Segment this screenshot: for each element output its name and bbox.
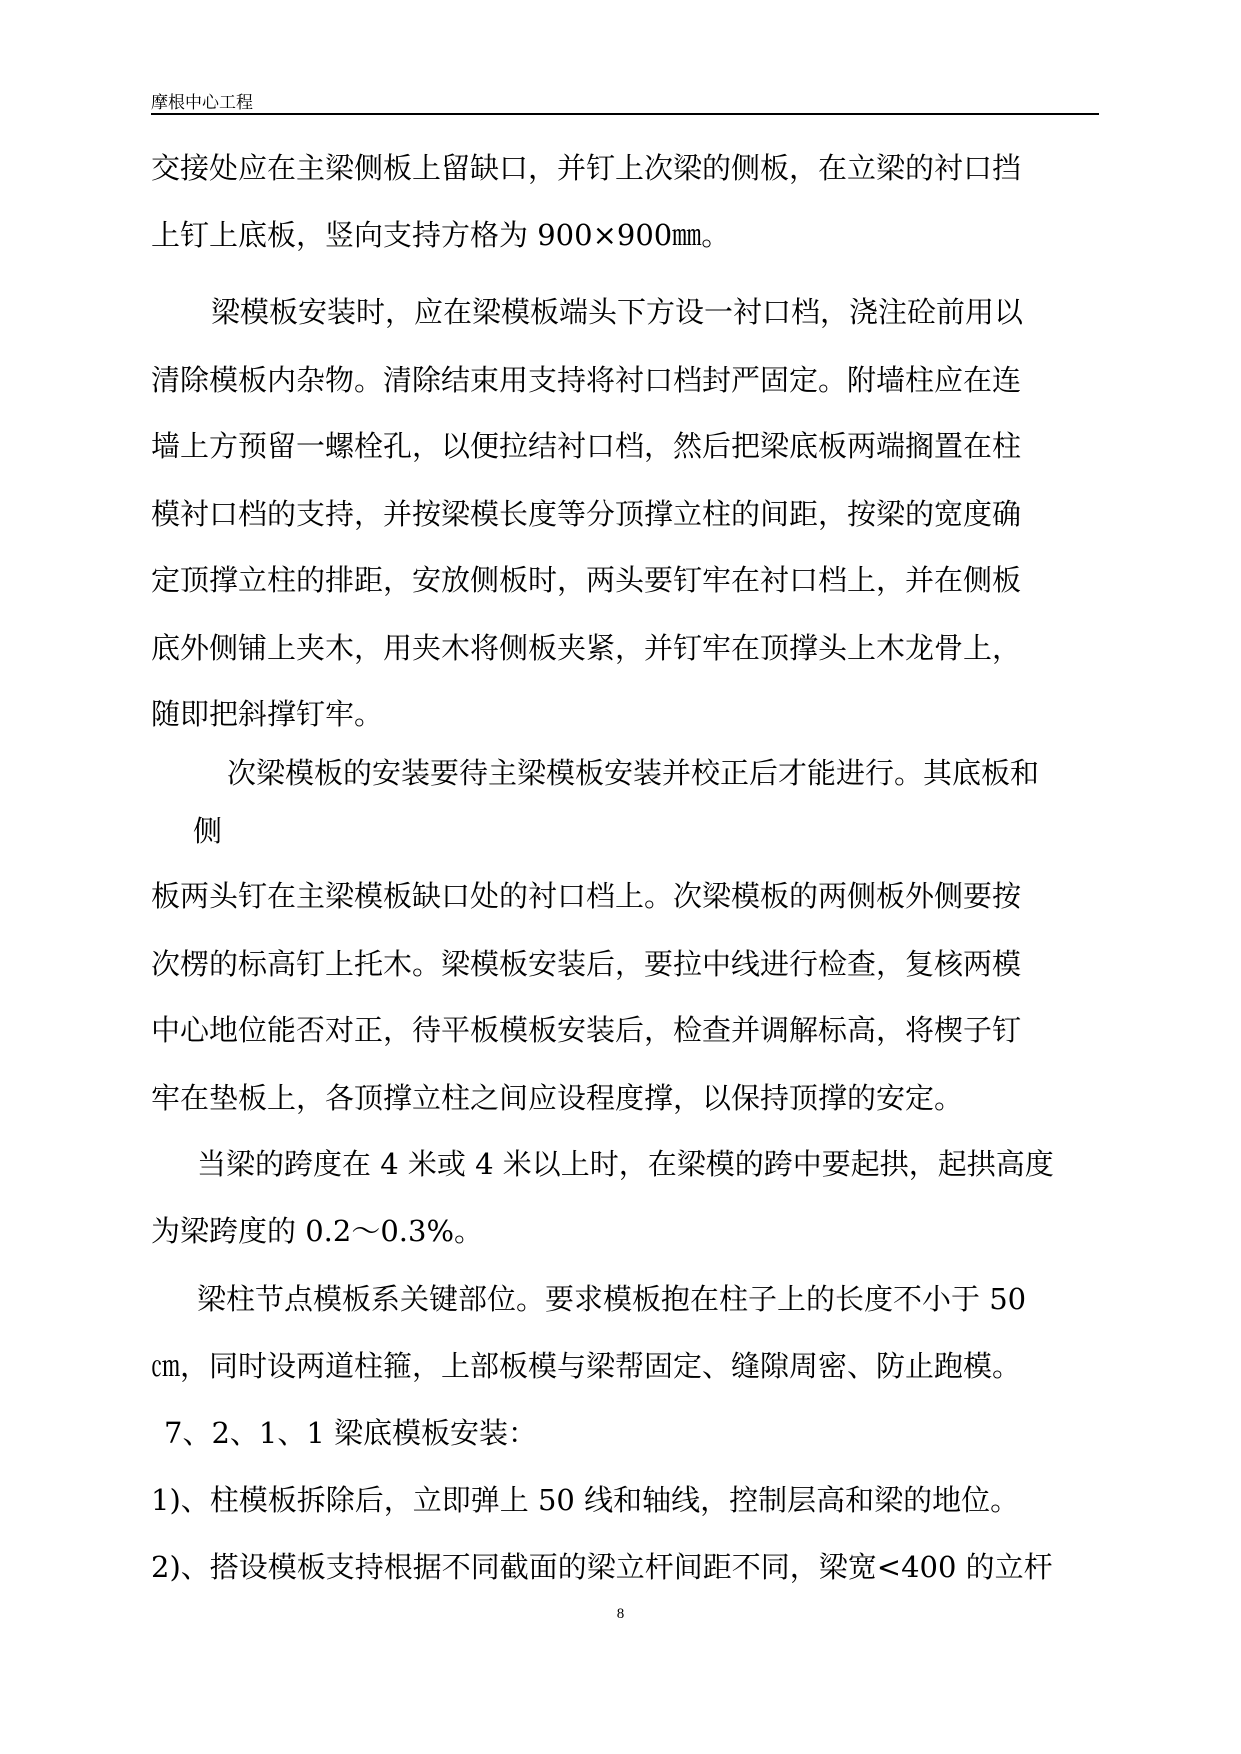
- page-number: 8: [616, 1606, 625, 1622]
- body-line: 当梁的跨度在 4 米或 4 米以上时，在梁模的跨中要起拱，起拱高度: [197, 1147, 1054, 1181]
- body-line: 定顶撑立柱的排距，安放侧板时，两头要钉牢在衬口档上，并在侧板: [151, 563, 1022, 597]
- list-item: 2)、搭设模板支持根据不同截面的梁立杆间距不同，梁宽<400 的立杆: [151, 1550, 1053, 1584]
- body-line: 底外侧铺上夹木，用夹木将侧板夹紧，并钉牢在顶撑头上木龙骨上，: [151, 631, 1022, 665]
- body-line: 梁柱节点模板系关键部位。要求模板抱在柱子上的长度不小于 50: [197, 1282, 1027, 1316]
- body-line: 板两头钉在主梁模板缺口处的衬口档上。次梁模板的两侧板外侧要按: [151, 879, 1022, 913]
- body-line: 次梁模板的安装要待主梁模板安装并校正后才能进行。其底板和: [227, 756, 1040, 790]
- body-line: 随即把斜撑钉牢。: [151, 697, 384, 731]
- running-header: 摩根中心工程: [151, 93, 253, 113]
- body-line: 为梁跨度的 0.2～0.3%。: [151, 1214, 484, 1248]
- body-line: 墙上方预留一螺栓孔，以便拉结衬口档，然后把梁底板两端搁置在柱: [151, 429, 1022, 463]
- body-line: 牢在垫板上，各顶撑立柱之间应设程度撑，以保持顶撑的安定。: [151, 1081, 964, 1115]
- body-line: ㎝，同时设两道柱箍，上部板模与梁帮固定、缝隙周密、防止跑模。: [151, 1349, 1022, 1383]
- body-line: 梁模板安装时，应在梁模板端头下方设一衬口档，浇注砼前用以: [211, 295, 1024, 329]
- section-heading: 7、2、1、1 梁底模板安装：: [164, 1416, 538, 1450]
- body-line: 上钉上底板，竖向支持方格为 900×900㎜。: [151, 218, 731, 252]
- body-line: 次楞的标高钉上托木。梁模板安装后，要拉中线进行检查，复核两模: [151, 947, 1022, 981]
- list-item: 1)、柱模板拆除后，立即弹上 50 线和轴线，控制层高和梁的地位。: [151, 1483, 1020, 1517]
- body-line: 交接处应在主梁侧板上留缺口，并钉上次梁的侧板，在立梁的衬口挡: [151, 151, 1022, 185]
- body-line: 中心地位能否对正，待平板模板安装后，检查并调解标高，将楔子钉: [151, 1013, 1022, 1047]
- header-divider: [151, 113, 1099, 115]
- body-line: 侧: [193, 814, 223, 848]
- body-line: 清除模板内杂物。清除结束用支持将衬口档封严固定。附墙柱应在连: [151, 363, 1022, 397]
- body-line: 模衬口档的支持，并按梁模长度等分顶撑立柱的间距，按梁的宽度确: [151, 497, 1022, 531]
